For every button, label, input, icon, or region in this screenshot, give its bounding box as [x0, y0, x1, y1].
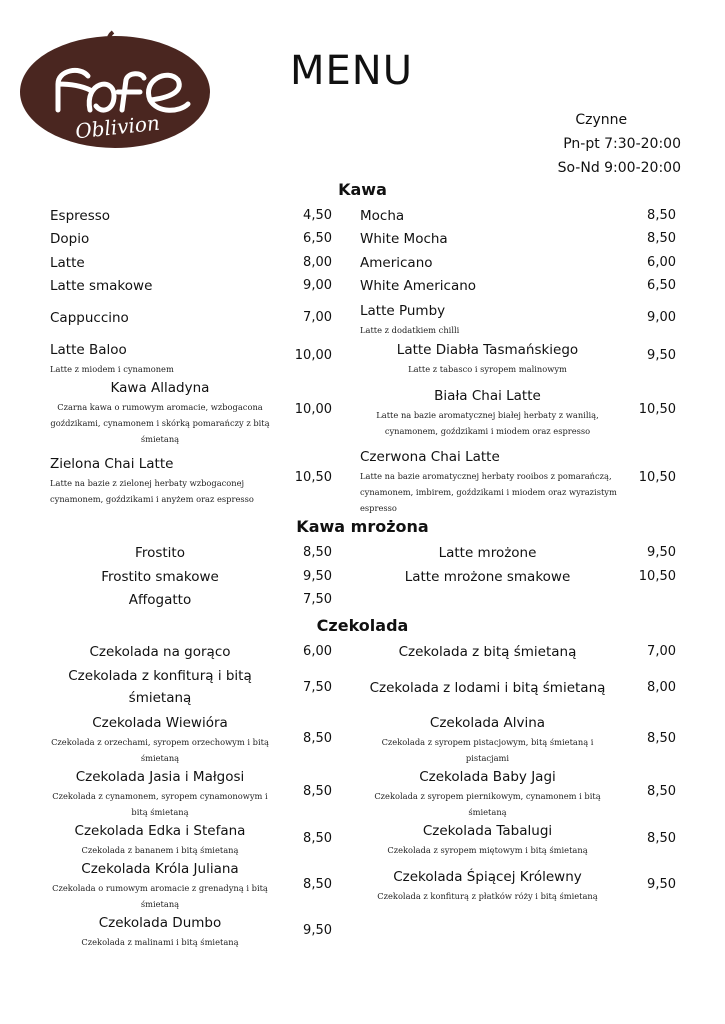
menu-item: Dopio	[50, 231, 90, 247]
hours-weekend: So-Nd 9:00-20:00	[557, 160, 681, 176]
menu-price: 10,50	[638, 569, 676, 584]
menu-item: Czekolada Śpiącej Królewny Czekolada z konfiturą z płatków róży i bitą śmietaną	[377, 869, 598, 901]
menu-price: 6,50	[647, 278, 676, 293]
hours-weekdays: Pn-pt 7:30-20:00	[563, 136, 681, 152]
menu-price: 8,50	[647, 231, 676, 246]
menu-price: 10,50	[294, 470, 332, 485]
opening-hours	[558, 108, 681, 180]
menu-item: White Americano	[360, 278, 477, 294]
menu-price: 6,00	[647, 255, 676, 270]
menu-price: 10,00	[294, 348, 332, 363]
section-czekolada: Czekolada	[316, 616, 409, 635]
menu-price: 8,50	[303, 831, 332, 846]
menu-price: 9,50	[647, 348, 676, 363]
menu-item: Latte smakowe	[50, 278, 153, 294]
menu-item: Latte mrożone	[438, 545, 537, 561]
menu-price: 9,50	[303, 569, 332, 584]
hours-label: Czynne	[575, 112, 628, 128]
menu-price: 10,50	[638, 402, 676, 417]
menu-price: 9,50	[647, 545, 676, 560]
menu-price: 9,00	[647, 310, 676, 325]
menu-price: 8,50	[647, 784, 676, 799]
menu-item: Mocha	[360, 208, 405, 224]
menu-item: Kawa Alladyna Czarna kawa o rumowym aromacie, wzbogacona goździkami, cynamonem i skórką pomarańczy z bitą śmietaną	[50, 380, 270, 444]
menu-item: Cappuccino	[50, 310, 129, 326]
cafe-oblivion-logo	[18, 22, 212, 150]
menu-item: Czekolada Tabalugi Czekolada z syropem miętowym i bitą śmietaną	[387, 823, 588, 855]
menu-item: Czekolada na gorąco	[89, 644, 231, 660]
menu-price: 4,50	[303, 208, 332, 223]
menu-item: White Mocha	[360, 231, 448, 247]
menu-item: Czekolada Jasia i Małgosi Czekolada z cynamonem, syropem cynamonowym i bitą śmietaną	[52, 769, 268, 817]
menu-item: Latte Baloo Latte z miodem i cynamonem	[50, 342, 174, 374]
menu-price: 8,50	[303, 784, 332, 799]
menu-item: Czekolada Króla Juliana Czekolada o rumowym aromacie z grenadyną i bitą śmietaną	[52, 861, 268, 909]
menu-item: Latte Diabła Tasmańskiego Latte z tabasco i syropem malinowym	[396, 342, 579, 374]
menu-item: Affogatto	[128, 592, 192, 608]
menu-item: Latte Pumby Latte z dodatkiem chilli	[360, 303, 460, 335]
menu-item: Latte	[50, 255, 85, 271]
menu-item: Czekolada Dumbo Czekolada z malinami i bitą śmietaną	[81, 915, 239, 947]
menu-item: Americano	[360, 255, 433, 271]
menu-price: 8,50	[303, 731, 332, 746]
menu-price: 7,50	[303, 592, 332, 607]
menu-price: 6,50	[303, 231, 332, 246]
menu-item: Frostito	[135, 545, 185, 561]
menu-item: Frostito smakowe	[101, 569, 219, 585]
section-kawa: Kawa	[338, 180, 387, 199]
menu-price: 8,00	[303, 255, 332, 270]
menu-item: Czekolada z lodami i bitą śmietaną	[369, 680, 606, 696]
menu-item: Latte mrożone smakowe	[404, 569, 571, 585]
menu-item: Czerwona Chai Latte Latte na bazie aromatycznej herbaty rooibos z pomarańczą, cynamonem, imbirem, goździkami i miodem oraz wyrazistym espresso	[360, 449, 617, 513]
menu-item: Czekolada Alvina Czekolada z syropem pistacjowym, bitą śmietaną i pistacjami	[381, 715, 594, 763]
menu-price: 9,50	[647, 877, 676, 892]
menu-price: 6,00	[303, 644, 332, 659]
menu-price: 7,00	[303, 310, 332, 325]
menu-price: 8,50	[647, 731, 676, 746]
menu-price: 8,50	[647, 208, 676, 223]
svg-text:Oblivion: Oblivion	[74, 110, 161, 144]
menu-item: Czekolada z konfiturą i bitą śmietaną	[68, 668, 252, 706]
menu-item: Czekolada Edka i Stefana Czekolada z bananem i bitą śmietaną	[74, 823, 246, 855]
menu-price: 8,50	[303, 545, 332, 560]
menu-price: 7,00	[647, 644, 676, 659]
menu-price: 8,00	[647, 680, 676, 695]
menu-item: Czekolada z bitą śmietaną	[398, 644, 577, 660]
menu-item: Biała Chai Latte Latte na bazie aromatycznej białej herbaty z wanilią, cynamonem, goździkami i miodem oraz espresso	[376, 388, 599, 436]
menu-item: Czekolada Wiewióra Czekolada z orzechami, syropem orzechowym i bitą śmietaną	[51, 715, 269, 763]
section-kawa-mrozona: Kawa mrożona	[296, 517, 429, 536]
menu-item: Zielona Chai Latte Latte na bazie z zielonej herbaty wzbogaconej cynamonem, goździkami i anyżem oraz espresso	[50, 456, 254, 504]
menu-price: 7,50	[303, 680, 332, 695]
menu-price: 10,00	[294, 402, 332, 417]
page-title: MENU	[290, 48, 413, 94]
menu-price: 8,50	[647, 831, 676, 846]
menu-price: 10,50	[638, 470, 676, 485]
menu-price: 8,50	[303, 877, 332, 892]
menu-price: 9,00	[303, 278, 332, 293]
menu-item: Espresso	[50, 208, 111, 224]
menu-price: 9,50	[303, 923, 332, 938]
menu-item: Czekolada Baby Jagi Czekolada z syropem piernikowym, cynamonem i bitą śmietaną	[374, 769, 601, 817]
